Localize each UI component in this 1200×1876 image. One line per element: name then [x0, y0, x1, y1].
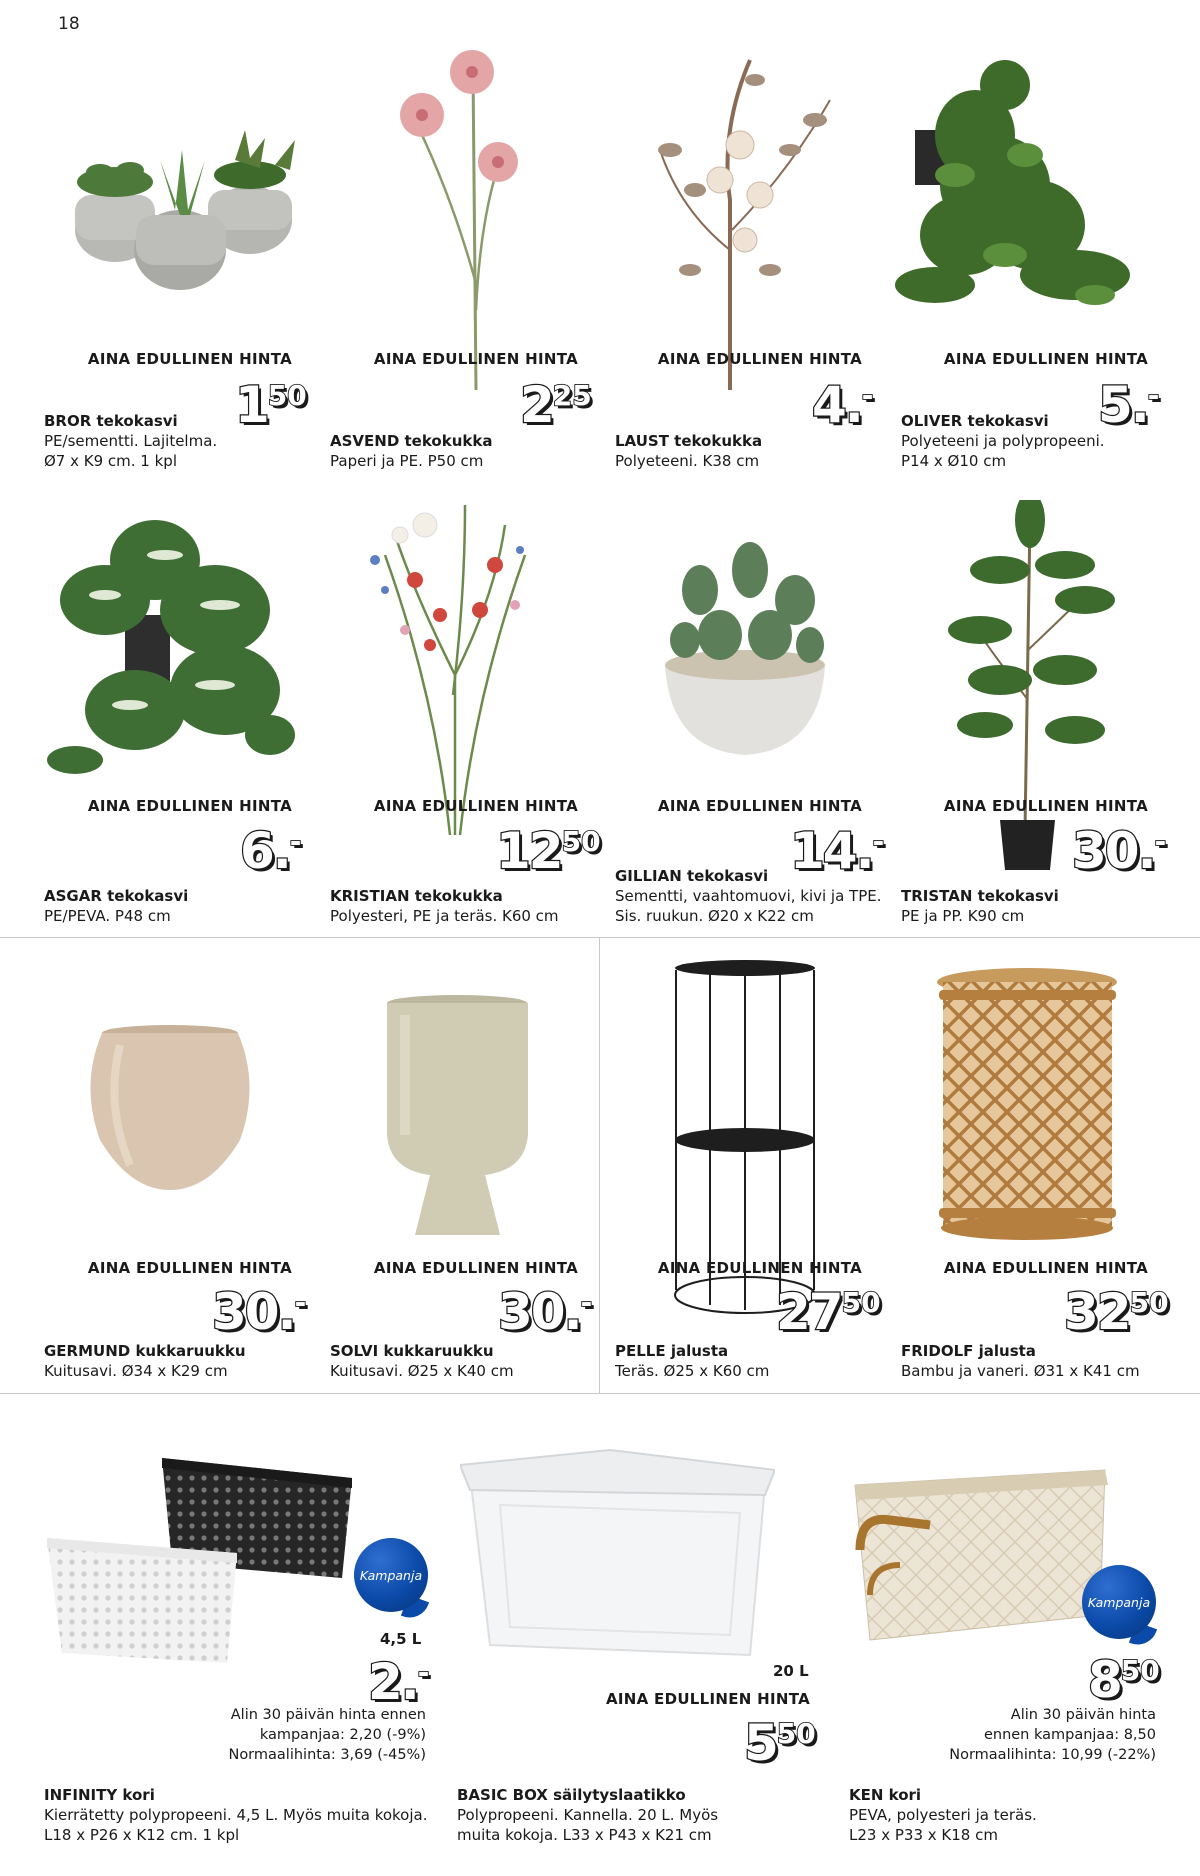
bror-tagline: AINA EDULLINEN HINTA: [87, 350, 292, 368]
germund-description: GERMUND kukkaruukku Kuitusavi. Ø34 x K29 cm: [44, 1342, 246, 1380]
kampanja-badge: Kampanja: [1082, 1565, 1156, 1639]
basicbox-price: 550: [744, 1714, 816, 1772]
pelle-description: PELLE jalusta Teräs. Ø25 x K60 cm: [615, 1342, 770, 1380]
asvend-tagline: AINA EDULLINEN HINTA: [373, 350, 578, 368]
asgar-description: ASGAR tekokasvi PE/PEVA. P48 cm: [44, 887, 189, 925]
asgar-name: ASGAR tekokasvi: [44, 887, 189, 905]
tristan-name: TRISTAN tekokasvi: [901, 887, 1059, 905]
tristan-price: 30.-: [1072, 822, 1167, 880]
laust-image: [650, 50, 840, 400]
laust-price: 4.-: [812, 376, 874, 434]
fridolf-name: FRIDOLF jalusta: [901, 1342, 1036, 1360]
kristian-image: [355, 495, 555, 845]
asvend-description: ASVEND tekokukka Paperi ja PE. P50 cm: [330, 432, 493, 470]
tristan-image: [940, 500, 1120, 875]
kristian-description: KRISTIAN tekokukka Polyesteri, PE ja teräs. K60 cm: [330, 887, 559, 925]
solvi-price: 30.-: [498, 1283, 593, 1341]
germund-name: GERMUND kukkaruukku: [44, 1342, 246, 1360]
column-divider: [599, 937, 600, 1393]
oliver-name: OLIVER tekokasvi: [901, 412, 1049, 430]
oliver-price: 5.-: [1098, 376, 1160, 434]
gillian-description: GILLIAN tekokasvi Sementti, vaahtomuovi, kivi ja TPE. Sis. ruukun. Ø20 x K22 cm: [615, 867, 882, 925]
pelle-name: PELLE jalusta: [615, 1342, 729, 1360]
oliver-image: [895, 55, 1155, 325]
ken-price-notes: Alin 30 päivän hinta ennen kampanjaa: 8,50 Normaalihinta: 10,99 (-22%): [949, 1707, 1156, 1763]
asvend-image: [380, 50, 540, 400]
germund-image: [80, 1025, 260, 1195]
fridolf-image: [935, 968, 1120, 1243]
oliver-tagline: AINA EDULLINEN HINTA: [943, 350, 1148, 368]
infinity-price-notes: Alin 30 päivän hinta ennen kampanjaa: 2,20 (-9%) Normaalihinta: 3,69 (-45%): [228, 1707, 426, 1763]
pelle-tagline: AINA EDULLINEN HINTA: [657, 1259, 862, 1277]
solvi-image: [385, 995, 530, 1240]
gillian-tagline: AINA EDULLINEN HINTA: [657, 797, 862, 815]
gillian-name: GILLIAN tekokasvi: [615, 867, 769, 885]
gillian-price: 14.-: [790, 822, 885, 880]
ken-image: [850, 1465, 1115, 1655]
gillian-image: [660, 540, 830, 760]
infinity-image: [42, 1448, 362, 1678]
pelle-price: 2750: [776, 1283, 881, 1341]
ken-description: KEN kori PEVA, polyesteri ja teräs. L23 x P33 x K18 cm: [849, 1786, 1037, 1844]
tristan-description: TRISTAN tekokasvi PE ja PP. K90 cm: [901, 887, 1059, 925]
kampanja-badge: Kampanja: [354, 1538, 428, 1612]
basicbox-description: BASIC BOX säilytyslaatikko Polypropeeni. Kannella. 20 L. Myös muita kokoja. L33 x P43 x K21 cm: [457, 1786, 719, 1844]
laust-name: LAUST tekokukka: [615, 432, 763, 450]
basicbox-name: BASIC BOX säilytyslaatikko: [457, 1786, 686, 1804]
bror-description: BROR tekokasvi PE/sementti. Lajitelma. Ø7 x K9 cm. 1 kpl: [44, 412, 218, 470]
basicbox-tagline: AINA EDULLINEN HINTA: [605, 1690, 811, 1708]
laust-description: LAUST tekokukka Polyeteeni. K38 cm: [615, 432, 763, 470]
kristian-tagline: AINA EDULLINEN HINTA: [373, 797, 578, 815]
bror-price: 150: [235, 376, 307, 434]
germund-tagline: AINA EDULLINEN HINTA: [87, 1259, 292, 1277]
tristan-tagline: AINA EDULLINEN HINTA: [943, 797, 1148, 815]
asgar-price: 6.-: [240, 822, 302, 880]
kristian-name: KRISTIAN tekokukka: [330, 887, 503, 905]
solvi-name: SOLVI kukkaruukku: [330, 1342, 494, 1360]
section-divider: [0, 937, 1200, 938]
basicbox-size: 20 L: [773, 1662, 809, 1680]
ken-price: 850: [1088, 1651, 1160, 1709]
germund-price: 30.-: [212, 1283, 307, 1341]
infinity-description: INFINITY kori Kierrätetty polypropeeni. 4,5 L. Myös muita kokoja. L18 x P26 x K12 cm. 1 kpl: [44, 1786, 428, 1844]
basicbox-image: [460, 1445, 775, 1660]
asvend-price: 225: [520, 376, 592, 434]
infinity-price: 2.-: [368, 1653, 430, 1711]
asvend-name: ASVEND tekokukka: [330, 432, 493, 450]
ken-name: KEN kori: [849, 1786, 922, 1804]
infinity-name: INFINITY kori: [44, 1786, 155, 1804]
page-number: 18: [58, 14, 80, 34]
fridolf-description: FRIDOLF jalusta Bambu ja vaneri. Ø31 x K41 cm: [901, 1342, 1140, 1380]
bror-name: BROR tekokasvi: [44, 412, 178, 430]
kristian-price: 1250: [496, 822, 601, 880]
solvi-tagline: AINA EDULLINEN HINTA: [373, 1259, 578, 1277]
fridolf-price: 3250: [1064, 1283, 1169, 1341]
section-divider: [0, 1393, 1200, 1394]
asgar-image: [45, 500, 305, 780]
oliver-description: OLIVER tekokasvi Polyeteeni ja polypropeeni. P14 x Ø10 cm: [901, 412, 1105, 470]
asgar-tagline: AINA EDULLINEN HINTA: [87, 797, 292, 815]
fridolf-tagline: AINA EDULLINEN HINTA: [943, 1259, 1148, 1277]
solvi-description: SOLVI kukkaruukku Kuitusavi. Ø25 x K40 cm: [330, 1342, 514, 1380]
laust-tagline: AINA EDULLINEN HINTA: [657, 350, 862, 368]
bror-image: [60, 120, 330, 300]
infinity-size: 4,5 L: [380, 1630, 422, 1648]
